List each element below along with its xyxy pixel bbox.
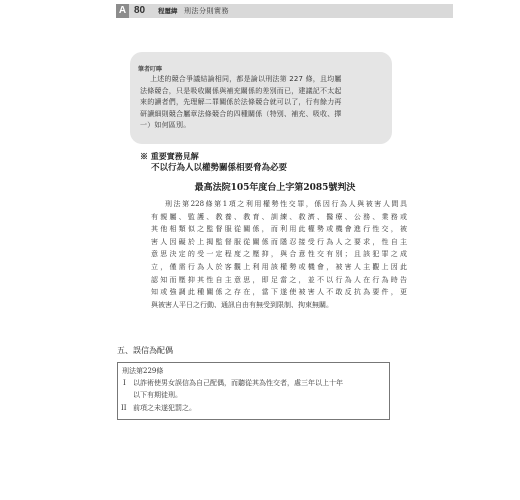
case-line: 有親屬、監護、教養、教育、訓練、救濟、醫療、公務、業務或	[151, 212, 407, 221]
note-line: 一）如何區別。	[140, 121, 191, 130]
note-line: 來的讀者們，先理解二罪關係於法條競合就可以了，行有餘力再	[140, 98, 342, 107]
clause-mark: II	[121, 404, 127, 412]
case-line: 刑法第228條第1項之利用權勢性交罪，係因行為人與被害人間具	[165, 200, 407, 208]
clause-mark: I	[123, 379, 126, 387]
statute-title: 刑法第229條	[122, 367, 164, 375]
section-subheading: 不以行為人以權勢關係相要脅為必要	[151, 163, 288, 173]
case-line: 知或強調此種關係之存在，當下遂使被害人不敢反抗為要件，更	[151, 288, 407, 297]
case-line: 立，僅需行為人於客觀上利用該權勢或機會，被害人主觀上因此	[151, 262, 407, 271]
case-line: 認知而壓抑其性自主意思，即足當之，並不以行為人在行為時告	[151, 275, 407, 284]
page-number: 80	[134, 5, 146, 16]
note-body	[140, 74, 384, 132]
book-title: 刑法分則實務	[184, 7, 229, 15]
section-letter-badge: A	[116, 4, 129, 18]
note-line: 上述的競合爭議結論相同，都是論以刑法第 227 條，且均屬	[150, 75, 342, 83]
clause-line: 以詐術使男女誤信為自己配偶，而聽從其為性交者，處三年以上十年	[133, 379, 343, 387]
case-line: 與被害人平日之行動、通訊自由有無受到限制、拘束無關。	[151, 300, 333, 309]
section5-heading: 五、誤信為配偶	[117, 346, 173, 355]
case-title: 最高法院105年度台上字第2085號判決	[194, 183, 356, 193]
section-heading: ※ 重要實務見解	[140, 151, 199, 161]
author-name: 程璽緯	[158, 7, 178, 15]
case-line: 意思決定的受一定程度之壓抑，與合意性交有別；且該犯罪之成	[151, 250, 407, 259]
clause-line: 前項之未遂犯罰之。	[133, 404, 196, 412]
clause-line: 以下有期徒刑。	[133, 391, 182, 399]
case-line: 害人因礙於上揭監督服從關係而隱忍接受行為人之要求，性自主	[151, 237, 407, 246]
case-line: 其他相類似之監督服從關係，而利用此權勢或機會進行性交，被	[151, 225, 407, 234]
note-line: 研讀細則競合屬章法條競合的四種關係（特別、補充、吸收、擇	[140, 109, 342, 118]
note-line: 法條競合，只是吸收關係與補充關係的差別而已，建議記不太起	[140, 86, 342, 95]
note-title: 筆者叮嚀	[138, 66, 163, 73]
case-body	[151, 198, 407, 311]
